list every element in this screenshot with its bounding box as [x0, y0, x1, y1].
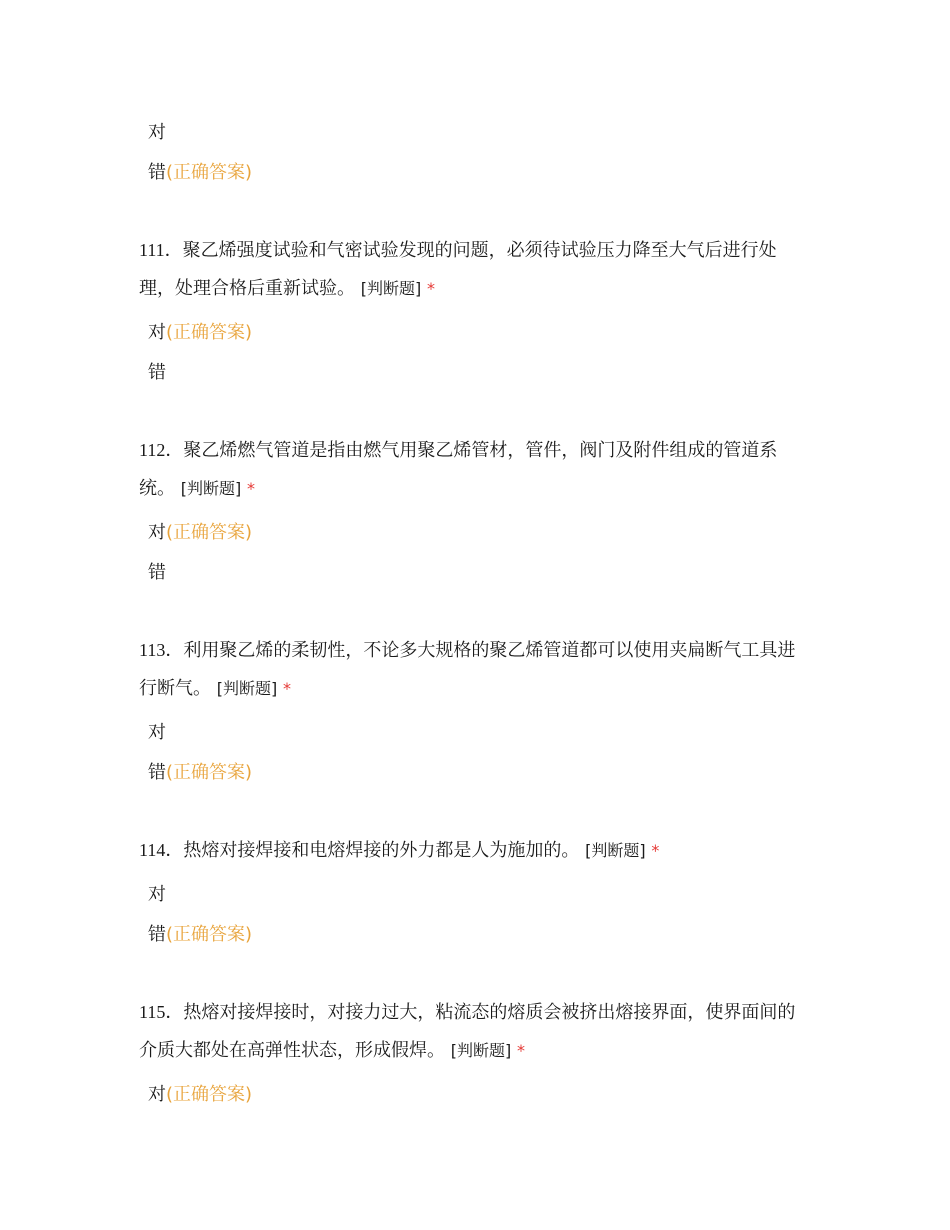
question-text: 热熔对接焊接时，对接力过大，粘流态的熔质会被挤出熔接界面，使界面间的介质大都处在高弹性状态，形成假焊。: [139, 1002, 796, 1061]
correct-answer-tag: (正确答案): [166, 924, 253, 945]
option-false[interactable]: [148, 361, 166, 385]
option-label: 对: [148, 1084, 166, 1105]
option-label: 对: [148, 122, 166, 143]
option-false[interactable]: [148, 761, 252, 785]
question-number: 112．: [139, 440, 184, 460]
question-type: [判断题]: [585, 841, 646, 860]
option-true[interactable]: [148, 121, 166, 145]
option-true[interactable]: [148, 321, 252, 345]
option-label: 错: [148, 924, 166, 945]
question-number: 111．: [139, 240, 183, 260]
correct-answer-tag: (正确答案): [166, 162, 253, 183]
question-111: [139, 231, 809, 308]
option-label: 对: [148, 522, 166, 543]
question-number: 113．: [139, 640, 184, 660]
question-text: 利用聚乙烯的柔韧性，不论多大规格的聚乙烯管道都可以使用夹扁断气工具进行断气。: [139, 640, 796, 699]
question-114: [139, 831, 809, 870]
option-false[interactable]: [148, 561, 166, 585]
option-label: 错: [148, 762, 166, 783]
question-type: [判断题]: [360, 279, 422, 298]
option-false[interactable]: [148, 923, 252, 947]
correct-answer-tag: (正确答案): [166, 762, 253, 783]
option-false[interactable]: [148, 161, 252, 185]
question-113: [139, 631, 809, 708]
correct-answer-tag: (正确答案): [166, 1084, 253, 1105]
option-true[interactable]: [148, 1083, 252, 1107]
required-mark: *: [426, 279, 435, 298]
option-label: 对: [148, 884, 166, 905]
question-112: [139, 431, 809, 508]
question-number: 114．: [139, 840, 184, 860]
question-text: 聚乙烯燃气管道是指由燃气用聚乙烯管材，管件，阀门及附件组成的管道系统。: [139, 440, 778, 499]
option-label: 对: [148, 722, 166, 743]
required-mark: *: [282, 679, 291, 698]
option-label: 错: [148, 562, 166, 583]
correct-answer-tag: (正确答案): [166, 522, 253, 543]
option-label: 对: [148, 322, 166, 343]
option-true[interactable]: [148, 883, 166, 907]
required-mark: *: [516, 1041, 525, 1060]
question-type: [判断题]: [216, 679, 278, 698]
required-mark: *: [651, 841, 660, 860]
question-115: [139, 993, 809, 1070]
option-true[interactable]: [148, 521, 252, 545]
question-type: [判断题]: [180, 479, 242, 498]
option-label: 错: [148, 362, 166, 383]
question-text: 热熔对接焊接和电熔焊接的外力都是人为施加的。: [183, 840, 580, 861]
question-number: 115．: [139, 1002, 184, 1022]
correct-answer-tag: (正确答案): [166, 322, 253, 343]
option-label: 错: [148, 162, 166, 183]
option-true[interactable]: [148, 721, 166, 745]
question-text: 聚乙烯强度试验和气密试验发现的问题，必须待试验压力降至大气后进行处理，处理合格后重新试验。: [139, 240, 777, 299]
question-type: [判断题]: [450, 1041, 512, 1060]
required-mark: *: [246, 479, 255, 498]
